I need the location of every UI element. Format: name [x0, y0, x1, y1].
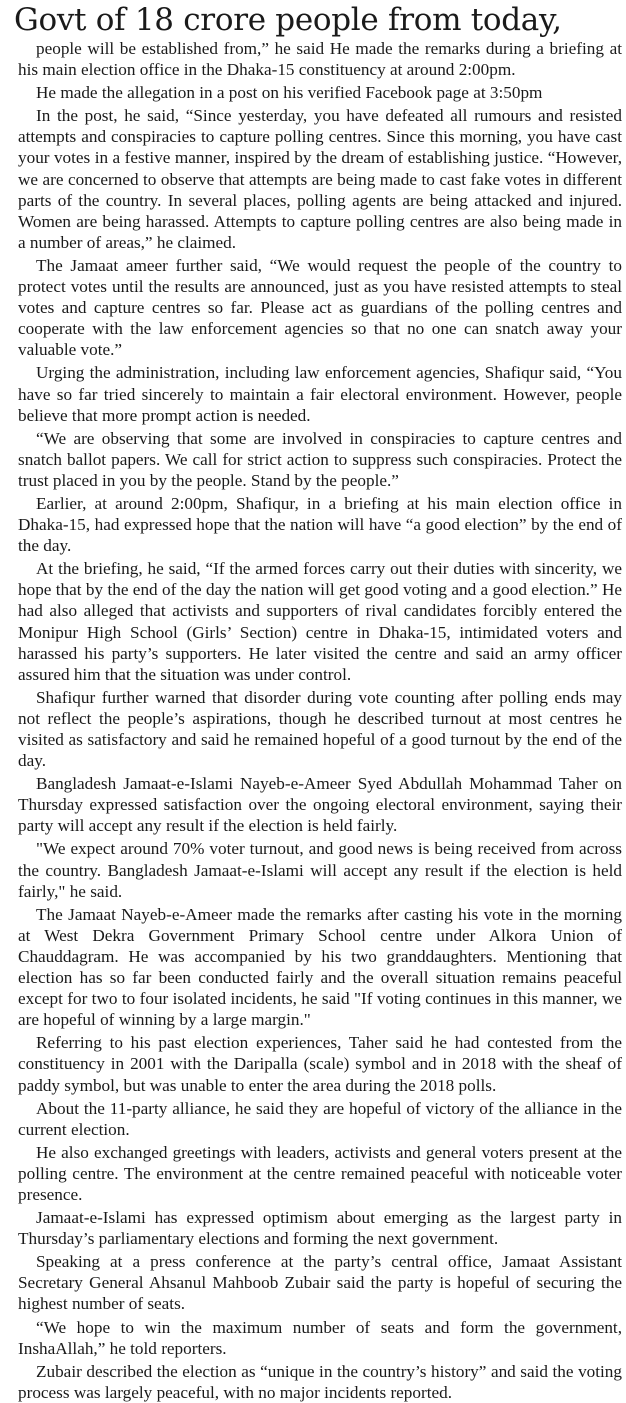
paragraph: "We expect around 70% voter turnout, and good news is being received from across the country. Bangladesh Jamaat-e-Islami will accept any result if the election is held fairly," he said.: [18, 839, 622, 901]
paragraph: “We hope to win the maximum number of seats and form the government, InshaAllah,” he told reporters.: [18, 1317, 622, 1358]
paragraph: The Jamaat ameer further said, “We would request the people of the country to protect votes until the results are announced, just as you have resisted attempts to steal votes and capture centres so far. Please act as guardians of the polling centres and cooperate with the law enforcement agencies so that no one can snatch away your valuable vote.”: [18, 255, 622, 360]
paragraph: About the 11-party alliance, he said they are hopeful of victory of the alliance in the current election.: [18, 1098, 622, 1139]
paragraph: Speaking at a press conference at the party’s central office, Jamaat Assistant Secretary General Ahsanul Mahboob Zubair said the party is hopeful of securing the highest number of seats.: [18, 1252, 622, 1314]
paragraph: people will be established from,” he said He made the remarks during a briefing at his main election office in the Dhaka-15 constituency at around 2:00pm.: [18, 39, 622, 80]
paragraph: Zubair described the election as “unique in the country’s history” and said the voting process was largely peaceful, with no major incidents reported.: [18, 1361, 622, 1402]
paragraph: “We are observing that some are involved in conspiracies to capture centres and snatch ballot papers. We call for strict action to suppress such conspiracies. Protect the trust placed in you by the people. Stand by the people.”: [18, 428, 622, 490]
article-body: [18, 38, 622, 1403]
paragraph: The Jamaat Nayeb-e-Ameer made the remarks after casting his vote in the morning at West Dekra Government Primary School centre under Alkora Union of Chauddagram. He was accompanied by his two granddaughters. Mentioning that election has so far been conducted fairly and the overall situation remains peaceful except for two to four isolated incidents, he said "If voting continues in this manner, we are hopeful of winning by a large margin.": [18, 904, 622, 1030]
paragraph: Earlier, at around 2:00pm, Shafiqur, in a briefing at his main election office in Dhaka-15, had expressed hope that the nation will have “a good election” by the end of the day.: [18, 493, 622, 556]
paragraph: He made the allegation in a post on his verified Facebook page at 3:50pm: [36, 83, 543, 103]
headline: Govt of 18 crore people from today,: [14, 2, 562, 38]
paragraph: Bangladesh Jamaat-e-Islami Nayeb-e-Ameer Syed Abdullah Mohammad Taher on Thursday expressed satisfaction over the ongoing electoral environment, saying their party will accept any result if the election is held fairly.: [18, 774, 622, 836]
paragraph: Urging the administration, including law enforcement agencies, Shafiqur said, “You have so far tried sincerely to maintain a fair electoral environment. However, people believe that more prompt action is needed.: [18, 363, 622, 425]
paragraph: He also exchanged greetings with leaders, activists and general voters present at the polling centre. The environment at the centre remained peaceful with noticeable voter presence.: [18, 1142, 622, 1204]
paragraph: In the post, he said, “Since yesterday, you have defeated all rumours and resisted attempts and conspiracies to capture polling centres. Since this morning, you have cast your votes in a festive manner, inspired by the dream of establishing justice. “However, we are concerned to observe that attempts are being made to cast fake votes in different parts of the country. In several places, polling agents are being attacked and injured. Women are being harassed. Attempts to capture polling centres are also being made in a number of areas,” he claimed.: [18, 106, 622, 252]
paragraph: At the briefing, he said, “If the armed forces carry out their duties with sincerity, we hope that by the end of the day the nation will get good voting and a good election.” He had also alleged that activists and supporters of rival candidates forcibly entered the Monipur High School (Girls’ Section) centre in Dhaka-15, intimidated voters and harassed his party’s supporters. He later visited the centre and said an army officer assured him that the situation was under control.: [18, 559, 622, 684]
paragraph: Jamaat-e-Islami has expressed optimism about emerging as the largest party in Thursday’s parliamentary elections and forming the next government.: [18, 1208, 622, 1249]
paragraph: Referring to his past election experiences, Taher said he had contested from the constituency in 2001 with the Daripalla (scale) symbol and in 2018 with the sheaf of paddy symbol, but was unable to enter the area during the 2018 polls.: [18, 1033, 622, 1095]
paragraph: Shafiqur further warned that disorder during vote counting after polling ends may not reflect the people’s aspirations, though he described turnout at most centres he visited as satisfactory and said he remained hopeful of a good turnout by the end of the day.: [18, 687, 622, 771]
